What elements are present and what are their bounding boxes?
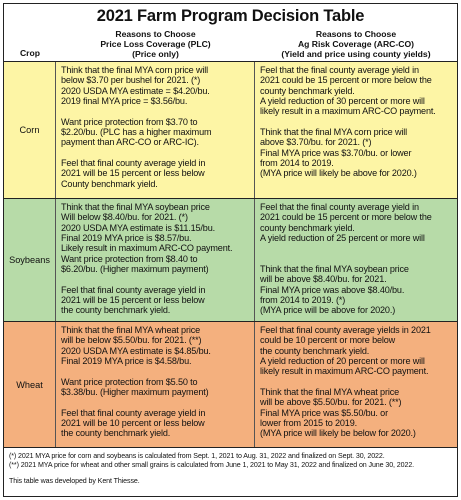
table-row-soybeans xyxy=(4,199,457,322)
reason-line: Final MYA price was $3.70/bu. or lower xyxy=(260,147,412,158)
header-crop: Crop xyxy=(19,48,41,58)
line-gap xyxy=(61,148,250,158)
header-plc-line: Reasons to Choose xyxy=(115,29,196,39)
line-gap xyxy=(260,254,453,264)
reason-line: Likely result in maximum ARC-CO payment. xyxy=(61,243,233,254)
reason-line: Feel that the final county average yield in xyxy=(260,202,419,212)
reason-line: the county benchmark yield. xyxy=(61,305,171,316)
reason-line: $6.20/bu. (Higher maximum payment) xyxy=(61,264,209,275)
reason-line: Final 2019 MYA price is $4.58/bu. xyxy=(61,356,192,367)
reason-line: Will below $8.40/bu. for 2021. (*) xyxy=(61,212,188,223)
line-gap xyxy=(260,243,453,253)
reason-line: Think that the final MYA soybean price xyxy=(260,264,409,275)
arc-reasons xyxy=(255,62,457,198)
line-gap xyxy=(61,106,250,116)
arc-reasons xyxy=(255,199,457,321)
reason-line: (MYA price will likely be below for 2020.) xyxy=(260,428,416,439)
crop-label: Wheat xyxy=(4,322,56,447)
reason-line: Feel that final county average yield in xyxy=(61,284,206,295)
header-arc xyxy=(255,28,457,61)
reason-line: 2021 could be 15 percent or more below the xyxy=(260,75,432,86)
reason-line: likely result in maximum ARC-CO payment. xyxy=(260,366,429,377)
reason-line: (MYA price will likely be above for 2020.) xyxy=(260,168,417,179)
reason-line: 2021 could be 15 percent or more below the xyxy=(260,212,432,223)
reason-line: payment than ARC-CO or ARC-IC). xyxy=(61,137,199,148)
reason-line: Want price protection from $3.70 to xyxy=(61,116,198,127)
reason-line: will be below $5.50/bu. for 2021. (**) xyxy=(61,335,202,346)
table-row-wheat xyxy=(4,322,457,448)
plc-reasons xyxy=(56,322,255,447)
plc-reasons xyxy=(56,62,255,198)
reason-line: from 2014 to 2019. xyxy=(260,158,334,169)
reason-line: 2021 will be 15 percent or less below xyxy=(61,168,205,179)
reason-line: from 2014 to 2019. (*) xyxy=(260,295,346,306)
line-gap xyxy=(61,366,250,376)
reason-line: Feel that final county average yields in 2021 xyxy=(260,325,431,335)
reason-line: below $3.70 per bushel for 2021. (*) xyxy=(61,75,201,86)
reason-line: could be 10 percent or more below xyxy=(260,335,396,346)
crop-label: Corn xyxy=(4,62,56,198)
reason-line: above $3.70/bu. for 2021. (*) xyxy=(260,137,372,148)
reason-line: will be above $5.50/bu. for 2021. (**) xyxy=(260,397,402,408)
crop-label: Soybeans xyxy=(4,199,56,321)
developer-credit: This table was developed by Kent Thiesse. xyxy=(9,476,140,485)
reason-line: (MYA price will be above for 2020.) xyxy=(260,305,396,316)
reason-line: the county benchmark yield. xyxy=(260,345,370,356)
header-arc-line: (Yield and price using county yields) xyxy=(281,49,431,59)
reason-line: Feel that final county average yield in xyxy=(61,407,206,418)
header-arc-line: Reasons to Choose xyxy=(315,29,397,39)
table-title: 2021 Farm Program Decision Table xyxy=(96,7,365,25)
reason-line: likely result in a maximum ARC-CO payment. xyxy=(260,106,436,117)
reason-line: 2020 USDA MYA estimate = $4.20/bu. xyxy=(61,85,210,96)
table-row-corn xyxy=(4,62,457,199)
reason-line: 2021 will be 15 percent or less below xyxy=(61,295,205,306)
line-gap xyxy=(260,117,453,127)
reason-line: Feel that the final county average yield in xyxy=(260,65,419,75)
reason-line: County benchmark yield. xyxy=(61,178,158,189)
reason-line: 2021 will be 10 percent or less below xyxy=(61,418,205,429)
arc-reasons xyxy=(255,322,457,447)
reason-line: A yield reduction of 25 percent or more will xyxy=(260,233,425,244)
reason-line: $2.20/bu. (PLC has a higher maximum xyxy=(61,127,212,138)
header-plc-line: Price Loss Coverage (PLC) xyxy=(100,39,211,49)
line-gap xyxy=(260,377,453,387)
footnote: (**) 2021 MYA price for wheat and other small grains is calculated from June 1, 2021 to May 31, 2022 and finalized on June 30, 2022. xyxy=(9,461,415,470)
plc-reasons xyxy=(56,199,255,321)
reason-line: lower from 2015 to 2019. xyxy=(260,418,357,429)
header-arc-line: Ag Risk Coverage (ARC-CO) xyxy=(297,39,415,49)
reason-line: county benchmark yield. xyxy=(260,222,355,233)
reason-line: $3.38/bu. (Higher maximum payment) xyxy=(61,387,209,398)
header-plc xyxy=(56,28,255,61)
line-gap xyxy=(61,274,250,284)
reason-line: 2020 USDA MYA estimate is $11.15/bu. xyxy=(61,222,215,233)
reason-line: Want price protection from $5.50 to xyxy=(61,376,198,387)
footnotes xyxy=(4,448,457,486)
reason-line: 2020 USDA MYA estimate is $4.85/bu. xyxy=(61,345,211,356)
reason-line: Feel that final county average yield in xyxy=(61,158,206,169)
reason-line: county benchmark yield. xyxy=(260,85,355,96)
reason-line: Want price protection from $8.40 to xyxy=(61,253,198,264)
reason-line: Final MYA price was $5.50/bu. or xyxy=(260,407,388,418)
reason-line: Think that the final MYA corn price will xyxy=(260,127,407,138)
decision-table xyxy=(3,3,458,497)
reason-line: A yield reduction of 30 percent or more will xyxy=(260,96,425,107)
reason-line: Think that the final MYA wheat price xyxy=(260,387,399,398)
reason-line: the county benchmark yield. xyxy=(61,428,171,439)
header-plc-line: (Price only) xyxy=(132,49,179,59)
reason-line: Final 2019 MYA price is $8.57/bu. xyxy=(61,233,192,244)
table-header xyxy=(4,28,457,62)
reason-line: A yield reduction of 20 percent or more will xyxy=(260,356,425,367)
line-gap xyxy=(61,397,250,407)
reason-line: Think that the final MYA corn price will xyxy=(61,65,208,75)
reason-line: Final MYA price was above $8.40/bu. xyxy=(260,284,405,295)
reason-line: Think that the final MYA wheat price xyxy=(61,325,200,335)
reason-line: will be above $8.40/bu. for 2021. xyxy=(260,274,387,285)
reason-line: Think that the final MYA soybean price xyxy=(61,202,210,212)
footnote: (*) 2021 MYA price for corn and soybeans is calculated from Sept. 1, 2021 to Aug. 31, 2022 and finalized on Sept. 30, 2022. xyxy=(9,452,385,460)
reason-line: 2019 final MYA price = $3.56/bu. xyxy=(61,96,188,107)
